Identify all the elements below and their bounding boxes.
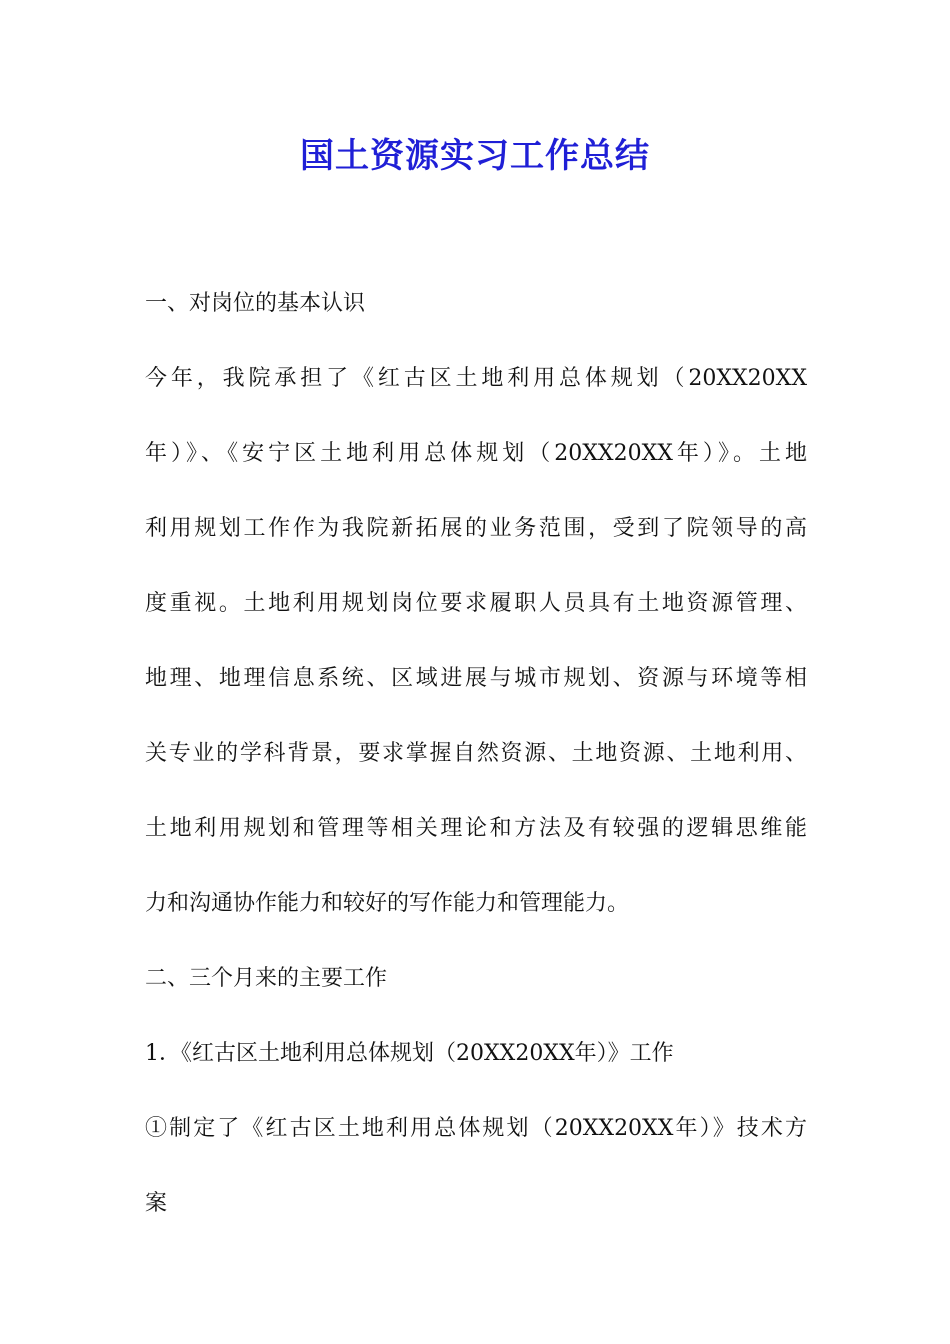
paragraph-line-3: 利用规划工作作为我院新拓展的业务范围，受到了院领导的高 xyxy=(145,516,807,541)
paragraph-line-8: 力和沟通协作能力和较好的写作能力和管理能力。 xyxy=(145,891,630,916)
paragraph-line-5: 地理、地理信息系统、区域进展与城市规划、资源与环境等相 xyxy=(145,666,807,691)
paragraph-line-6: 关专业的学科背景，要求掌握自然资源、土地资源、土地利用、 xyxy=(145,741,807,766)
document-body xyxy=(145,266,845,1241)
list-item-line-2: 案 xyxy=(145,1191,168,1216)
subsection-heading-1: 1．《红古区土地利用总体规划（20XX20XX年）》工作 xyxy=(145,1041,674,1066)
paragraph-line-7: 土地利用规划和管理等相关理论和方法及有较强的逻辑思维能 xyxy=(145,816,807,841)
section-heading-1: 一、对岗位的基本认识 xyxy=(145,291,366,316)
section-heading-2: 二、三个月来的主要工作 xyxy=(145,966,388,991)
paragraph-line-2: 年）》、《安宁区土地利用总体规划（20XX20XX年）》。土地 xyxy=(145,441,807,466)
document-title: 国土资源实习工作总结 xyxy=(300,136,650,176)
paragraph-line-1: 今年，我院承担了《红古区土地利用总体规划（20XX20XX xyxy=(145,366,807,391)
list-item-line-1: ①制定了《红古区土地利用总体规划（20XX20XX年）》技术方 xyxy=(145,1116,807,1141)
paragraph-line-4: 度重视。土地利用规划岗位要求履职人员具有土地资源管理、 xyxy=(145,591,807,616)
